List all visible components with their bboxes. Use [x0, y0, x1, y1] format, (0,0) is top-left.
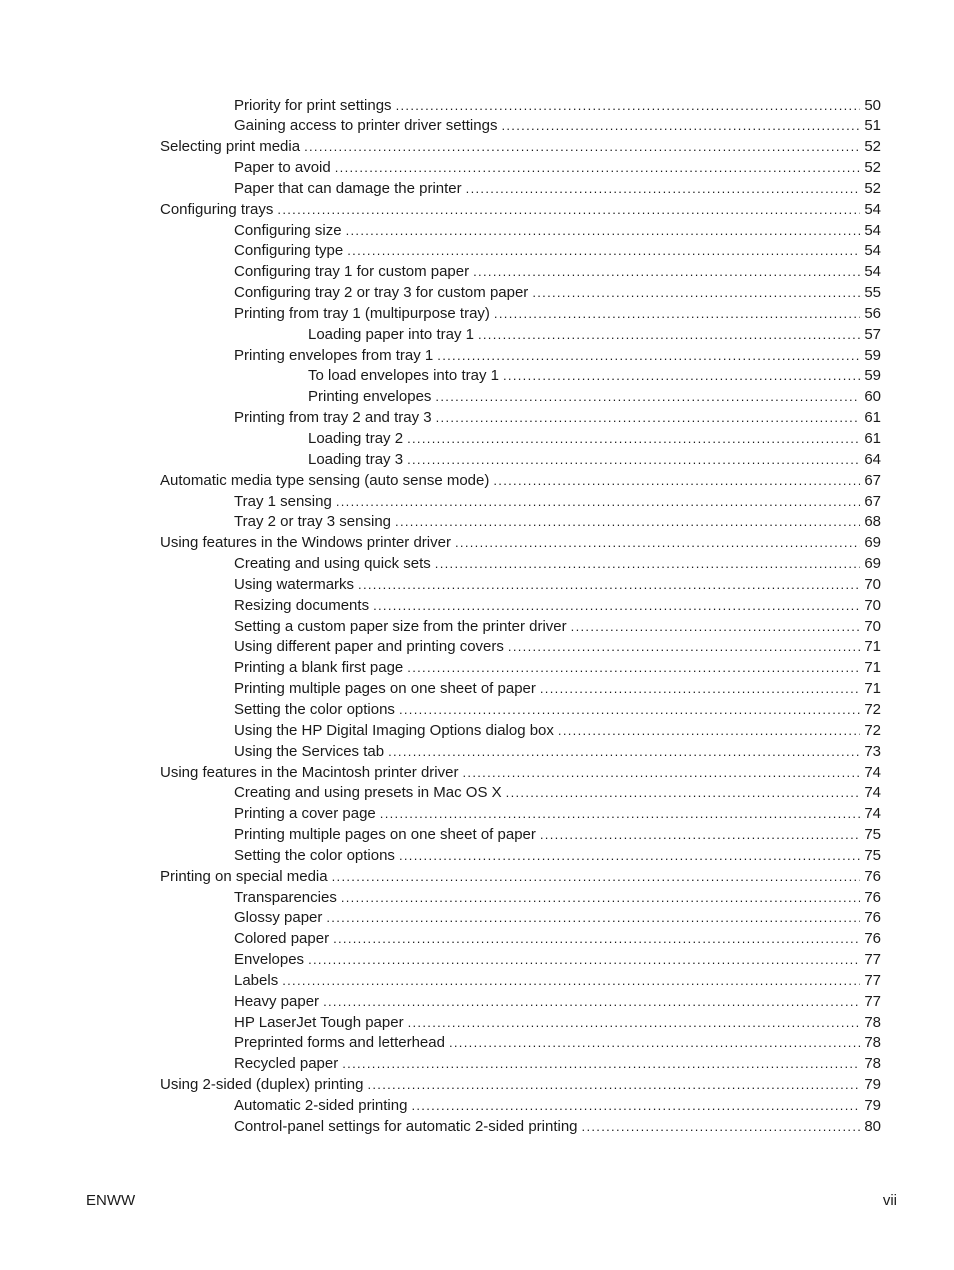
toc-dot-leader	[367, 1075, 860, 1096]
toc-page-number: 76	[864, 888, 881, 906]
toc-dot-leader	[558, 721, 860, 742]
toc-dot-leader	[508, 637, 860, 658]
toc-dot-leader	[437, 346, 860, 367]
toc-dot-leader	[501, 116, 860, 137]
toc-page-number: 77	[864, 971, 881, 989]
toc-entry-title: Preprinted forms and letterhead	[234, 1034, 445, 1052]
toc-entry-title: Configuring trays	[160, 200, 274, 218]
toc-dot-leader	[532, 283, 860, 304]
toc-dot-leader	[399, 700, 860, 721]
toc-entry-7[interactable]	[0, 221, 954, 242]
toc-dot-leader	[408, 1013, 861, 1034]
toc-page-number: 77	[864, 992, 881, 1010]
toc-dot-leader	[388, 742, 860, 763]
toc-dot-leader	[436, 408, 861, 429]
toc-entry-17[interactable]	[0, 429, 954, 450]
toc-dot-leader	[341, 888, 860, 909]
toc-page-number: 71	[864, 638, 881, 656]
toc-entry-title: Envelopes	[234, 951, 305, 969]
toc-entry-title: Selecting print media	[160, 138, 301, 156]
footer-doc-code: ENWW	[86, 1192, 136, 1209]
table-of-contents	[0, 96, 954, 1138]
toc-entry-title: Loading tray 3	[308, 450, 404, 468]
toc-page-number: 72	[864, 700, 881, 718]
toc-entry-title: Tray 2 or tray 3 sensing	[234, 513, 392, 531]
toc-dot-leader	[571, 617, 861, 638]
toc-entry-title: Loading tray 2	[308, 430, 404, 447]
toc-dot-leader	[582, 1117, 861, 1138]
toc-dot-leader	[282, 971, 860, 992]
toc-dot-leader	[395, 512, 860, 533]
toc-page-number: 68	[864, 513, 881, 531]
toc-entry-title: Configuring type	[234, 242, 344, 260]
toc-entry-6[interactable]	[0, 200, 954, 221]
toc-entry-title: Labels	[234, 971, 279, 989]
toc-entry-title: To load envelopes into tray 1	[308, 367, 499, 385]
toc-entry-30[interactable]	[0, 700, 954, 721]
toc-dot-leader	[462, 763, 860, 784]
toc-entry-title: Using watermarks	[234, 575, 355, 593]
toc-page-number: 76	[864, 930, 881, 948]
toc-entry-43[interactable]	[0, 971, 954, 992]
toc-entry-title: Loading paper into tray 1	[308, 325, 474, 343]
toc-page-number: 72	[864, 721, 881, 739]
toc-entry-29[interactable]	[0, 679, 954, 700]
toc-entry-title: Automatic 2-sided printing	[234, 1097, 408, 1114]
toc-dot-leader	[473, 262, 860, 283]
toc-entry-title: Using 2-sided (duplex) printing	[160, 1076, 364, 1094]
toc-entry-title: Control-panel settings for automatic 2-sided printing	[234, 1117, 578, 1135]
toc-entry-title: Configuring size	[234, 221, 342, 239]
toc-page-number: 52	[864, 179, 881, 197]
toc-page-number: 50	[864, 96, 881, 114]
toc-entry-33[interactable]	[0, 763, 954, 784]
toc-entry-title: Setting a custom paper size from the printer driver	[234, 617, 567, 635]
toc-page-number: 61	[864, 409, 881, 427]
toc-entry-9[interactable]	[0, 262, 954, 283]
toc-entry-35[interactable]	[0, 804, 954, 825]
toc-page-number: 54	[864, 242, 881, 260]
toc-page-number: 79	[864, 1076, 881, 1094]
toc-dot-leader	[396, 96, 861, 117]
toc-dot-leader	[326, 908, 860, 929]
toc-dot-leader	[347, 241, 860, 262]
toc-entry-2[interactable]	[0, 116, 954, 137]
toc-entry-title: Tray 1 sensing	[234, 492, 332, 510]
toc-entry-16[interactable]	[0, 408, 954, 429]
toc-entry-title: Creating and using quick sets	[234, 555, 431, 573]
toc-page-number: 78	[864, 1034, 881, 1052]
toc-page-number: 52	[864, 138, 881, 156]
toc-entry-title: Printing from tray 2 and tray 3	[234, 409, 432, 427]
toc-entry-40[interactable]	[0, 908, 954, 929]
toc-dot-leader	[493, 471, 860, 492]
toc-dot-leader	[380, 804, 861, 825]
toc-page-number: 69	[864, 534, 881, 552]
toc-entry-title: Using features in the Windows printer driver	[160, 534, 451, 552]
toc-entry-44[interactable]	[0, 992, 954, 1013]
toc-entry-title: Transparencies	[234, 888, 337, 906]
toc-entry-title: Paper to avoid	[234, 159, 331, 177]
toc-entry-41[interactable]	[0, 929, 954, 950]
toc-dot-leader	[503, 366, 860, 387]
toc-entry-15[interactable]	[0, 387, 954, 408]
toc-page-number: 71	[864, 659, 881, 677]
toc-entry-38[interactable]	[0, 867, 954, 888]
toc-page-number: 57	[864, 325, 881, 343]
toc-entry-title: Printing a blank first page	[234, 659, 404, 677]
toc-dot-leader	[466, 179, 861, 200]
toc-page-number: 80	[864, 1117, 881, 1135]
toc-entry-title: Printing multiple pages on one sheet of paper	[234, 680, 536, 698]
toc-page-number: 56	[864, 304, 881, 322]
toc-dot-leader	[478, 325, 860, 346]
toc-entry-title: Creating and using presets in Mac OS X	[234, 784, 502, 802]
toc-entry-title: Using features in the Macintosh printer driver	[160, 763, 459, 781]
toc-page-number: 71	[864, 680, 881, 698]
toc-entry-32[interactable]	[0, 742, 954, 763]
toc-entry-1[interactable]	[0, 96, 954, 117]
toc-page-number: 59	[864, 346, 881, 364]
toc-entry-24[interactable]	[0, 575, 954, 596]
toc-dot-leader	[335, 158, 861, 179]
toc-entry-47[interactable]	[0, 1054, 954, 1075]
toc-entry-title: Resizing documents	[234, 596, 370, 614]
toc-page-number: 55	[864, 284, 881, 302]
toc-page-number: 69	[864, 555, 881, 573]
toc-entry-title: Using different paper and printing covers	[234, 638, 504, 656]
toc-dot-leader	[358, 575, 860, 596]
toc-entry-title: Gaining access to printer driver settings	[234, 117, 498, 135]
toc-entry-8[interactable]	[0, 241, 954, 262]
toc-dot-leader	[373, 596, 860, 617]
toc-entry-title: Configuring tray 1 for custom paper	[234, 263, 470, 281]
toc-entry-23[interactable]	[0, 554, 954, 575]
toc-entry-title: Printing on special media	[160, 867, 328, 885]
toc-entry-11[interactable]	[0, 304, 954, 325]
toc-page-number: 74	[864, 805, 881, 823]
toc-entry-title: Paper that can damage the printer	[234, 179, 462, 197]
toc-entry-21[interactable]	[0, 512, 954, 533]
toc-entry-45[interactable]	[0, 1013, 954, 1034]
toc-page-number: 78	[864, 1013, 881, 1031]
toc-entry-title: Printing envelopes from tray 1	[234, 346, 434, 364]
toc-entry-46[interactable]	[0, 1033, 954, 1054]
toc-dot-leader	[494, 304, 860, 325]
toc-entry-34[interactable]	[0, 783, 954, 804]
toc-dot-leader	[411, 1096, 860, 1117]
toc-entry-18[interactable]	[0, 450, 954, 471]
toc-page-number: 52	[864, 159, 881, 177]
toc-entry-22[interactable]	[0, 533, 954, 554]
toc-entry-title: Automatic media type sensing (auto sense mode)	[160, 471, 490, 489]
toc-entry-13[interactable]	[0, 346, 954, 367]
toc-page-number: 54	[864, 221, 881, 239]
toc-dot-leader	[308, 950, 860, 971]
toc-entry-title: Colored paper	[234, 930, 330, 948]
toc-page-number: 67	[864, 471, 881, 489]
toc-page-number: 51	[864, 117, 881, 135]
toc-entry-19[interactable]	[0, 471, 954, 492]
toc-entry-title: Configuring tray 2 or tray 3 for custom paper	[234, 284, 529, 302]
toc-dot-leader	[540, 679, 860, 700]
toc-dot-leader	[435, 387, 860, 408]
toc-page-number: 61	[864, 430, 881, 447]
toc-entry-3[interactable]	[0, 137, 954, 158]
toc-page-number: 75	[864, 846, 881, 864]
toc-page-number: 76	[864, 867, 881, 885]
toc-entry-20[interactable]	[0, 492, 954, 513]
toc-entry-5[interactable]	[0, 179, 954, 200]
toc-entry-title: Glossy paper	[234, 909, 323, 927]
toc-entry-title: Printing multiple pages on one sheet of paper	[234, 826, 536, 844]
toc-entry-36[interactable]	[0, 825, 954, 846]
toc-entry-title: HP LaserJet Tough paper	[234, 1013, 404, 1031]
toc-dot-leader	[304, 137, 860, 158]
toc-dot-leader	[449, 1033, 860, 1054]
toc-dot-leader	[407, 450, 860, 471]
toc-page-number: 67	[864, 492, 881, 510]
toc-dot-leader	[346, 221, 861, 242]
toc-dot-leader	[435, 554, 861, 575]
toc-dot-leader	[332, 867, 861, 888]
toc-entry-title: Setting the color options	[234, 700, 395, 718]
toc-dot-leader	[399, 846, 860, 867]
toc-page-number: 75	[864, 826, 881, 844]
toc-entry-48[interactable]	[0, 1075, 954, 1096]
toc-page-number: 79	[864, 1097, 881, 1114]
toc-dot-leader	[336, 492, 860, 513]
footer-page-number: vii	[882, 1192, 897, 1209]
toc-entry-title: Heavy paper	[234, 992, 320, 1010]
toc-entry-27[interactable]	[0, 637, 954, 658]
toc-dot-leader	[323, 992, 860, 1013]
toc-dot-leader	[540, 825, 860, 846]
toc-entry-50[interactable]	[0, 1117, 954, 1138]
toc-dot-leader	[277, 200, 860, 221]
toc-entry-26[interactable]	[0, 617, 954, 638]
toc-page-number: 70	[864, 596, 881, 614]
toc-dot-leader	[506, 783, 861, 804]
toc-entry-title: Priority for print settings	[234, 96, 392, 114]
toc-entry-39[interactable]	[0, 888, 954, 909]
toc-page-number: 76	[864, 909, 881, 927]
toc-entry-10[interactable]	[0, 283, 954, 304]
toc-entry-37[interactable]	[0, 846, 954, 867]
toc-entry-title: Printing envelopes	[308, 388, 432, 406]
toc-entry-title: Printing from tray 1 (multipurpose tray)	[234, 304, 490, 322]
toc-entry-49[interactable]	[0, 1096, 954, 1117]
toc-entry-4[interactable]	[0, 158, 954, 179]
toc-page-number: 70	[864, 575, 881, 593]
toc-entry-title: Using the HP Digital Imaging Options dialog box	[234, 721, 554, 739]
toc-dot-leader	[333, 929, 860, 950]
toc-entry-25[interactable]	[0, 596, 954, 617]
toc-dot-leader	[407, 658, 860, 679]
toc-page-number: 73	[864, 742, 881, 760]
toc-page-number: 64	[864, 450, 881, 468]
toc-page-number: 74	[864, 784, 881, 802]
toc-dot-leader	[342, 1054, 860, 1075]
toc-entry-title: Setting the color options	[234, 846, 395, 864]
toc-entry-title: Printing a cover page	[234, 805, 376, 823]
toc-entry-title: Using the Services tab	[234, 742, 385, 760]
toc-page-number: 54	[864, 200, 881, 218]
toc-dot-leader	[407, 429, 860, 450]
toc-entry-42[interactable]	[0, 950, 954, 971]
toc-entry-31[interactable]	[0, 721, 954, 742]
toc-page-number: 59	[864, 367, 881, 385]
toc-entry-28[interactable]	[0, 658, 954, 679]
toc-entry-14[interactable]	[0, 366, 954, 387]
toc-entry-12[interactable]	[0, 325, 954, 346]
toc-page-number: 60	[864, 388, 881, 406]
toc-page-number: 74	[864, 763, 881, 781]
toc-entry-title: Recycled paper	[234, 1055, 339, 1073]
toc-page-number: 78	[864, 1055, 881, 1073]
toc-page-number: 77	[864, 951, 881, 969]
toc-dot-leader	[455, 533, 860, 554]
toc-page-number: 70	[864, 617, 881, 635]
toc-page-number: 54	[864, 263, 881, 281]
